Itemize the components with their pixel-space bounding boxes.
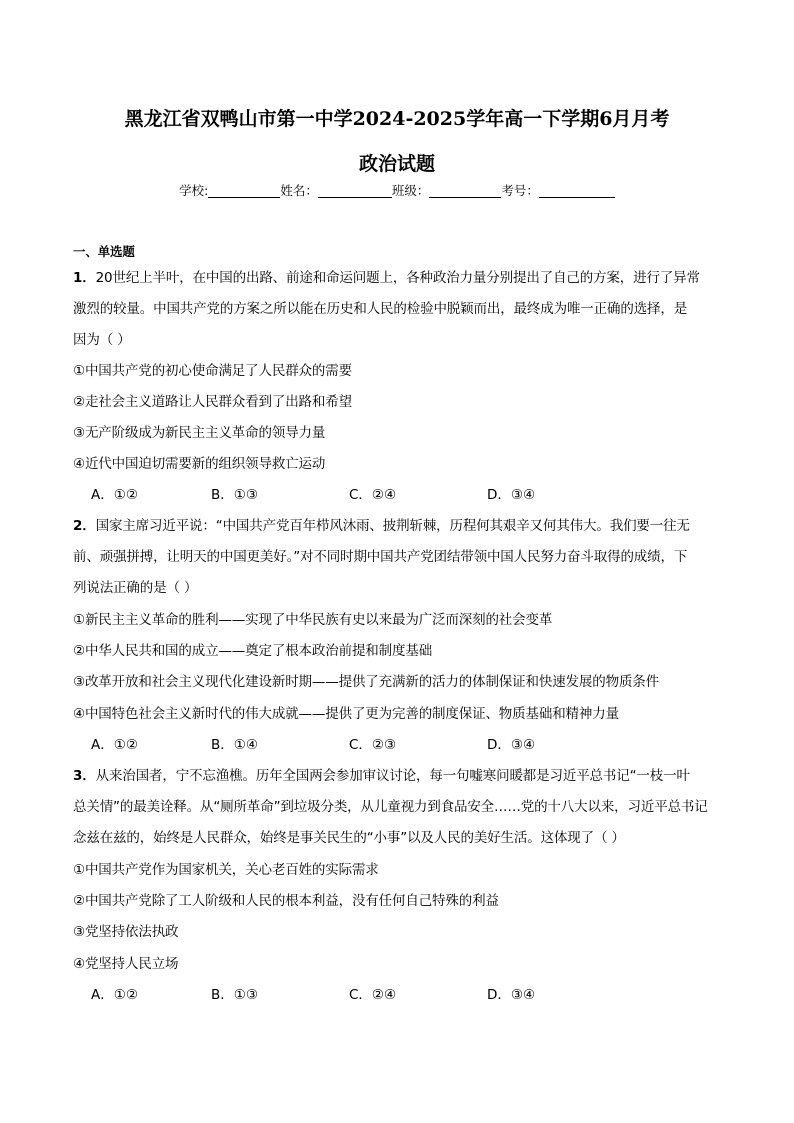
- statement-item: ④近代中国迫切需要新的组织领导救亡运动: [73, 456, 326, 472]
- answer-option-a[interactable]: A．①②: [91, 487, 138, 503]
- answer-option-c[interactable]: C．②④: [349, 987, 397, 1003]
- answer-option-b[interactable]: B．①④: [211, 737, 258, 753]
- question-stem-line: 2．国家主席习近平说：“中国共产党百年栉风沐雨、披荆斩棘，历程何其艰辛又何其伟大。我们要一往无: [73, 518, 690, 534]
- statement-item: ②走社会主义道路让人民群众看到了出路和希望: [73, 394, 352, 410]
- student-info-row: [0, 181, 794, 199]
- name-label: 姓名：: [280, 183, 318, 198]
- answer-option-c[interactable]: C．②④: [349, 487, 397, 503]
- statement-item: ①中国共产党的初心使命满足了人民群众的需要: [73, 363, 352, 379]
- exam-title: 黑龙江省双鸭山市第一中学2024-2025学年高一下学期6月月考: [124, 108, 670, 130]
- statement-item: ②中国共产党除了工人阶级和人民的根本利益，没有任何自己特殊的利益: [73, 893, 499, 909]
- statement-item: ③党坚持依法执政: [73, 924, 179, 940]
- statement-item: ①新民主主义革命的胜利——实现了中华民族有史以来最为广泛而深刻的社会变革: [73, 612, 553, 628]
- school-label: 学校:: [179, 183, 209, 198]
- school-blank[interactable]: [208, 183, 280, 198]
- question-stem-line: 因为（ ）: [73, 332, 131, 348]
- question-stem-line: 列说法正确的是（ ）: [73, 580, 198, 596]
- answer-option-a[interactable]: A．①②: [91, 987, 138, 1003]
- answer-option-d[interactable]: D．③④: [487, 487, 536, 503]
- question-stem-line: 激烈的较量。中国共产党的方案之所以能在历史和人民的检验中脱颖而出，最终成为唯一正确的选择，是: [73, 301, 688, 317]
- id-blank[interactable]: [539, 183, 615, 198]
- question-number: 2．: [73, 518, 96, 534]
- section-title: 一、单选题: [73, 244, 135, 259]
- class-blank[interactable]: [429, 183, 501, 198]
- question-number: 3．: [73, 768, 96, 784]
- answer-option-a[interactable]: A．①②: [91, 737, 138, 753]
- question-stem-line: 3．从来治国者，宁不忘渔樵。历年全国两会参加审议讨论，每一句嘘寒问暖都是习近平总书记“一枝一叶: [73, 768, 690, 784]
- exam-subject-title: 政治试题: [358, 153, 435, 175]
- answer-option-d[interactable]: D．③④: [487, 737, 536, 753]
- statement-item: ④中国特色社会主义新时代的伟大成就——提供了更为完善的制度保证、物质基础和精神力量: [73, 706, 619, 722]
- class-label: 班级：: [391, 183, 430, 198]
- answer-option-d[interactable]: D．③④: [487, 987, 536, 1003]
- name-blank[interactable]: [318, 183, 392, 198]
- question-stem-line: 1．20世纪上半叶，在中国的出路、前途和命运问题上，各种政治力量分别提出了自己的方案，进行了异常: [73, 270, 700, 286]
- question-number: 1．: [73, 270, 96, 286]
- statement-item: ①中国共产党作为国家机关，关心老百姓的实际需求: [73, 862, 379, 878]
- question-stem-line: 念兹在兹的，始终是人民群众，始终是事关民生的“小事”以及人民的美好生活。这体现了（ ）: [73, 830, 625, 846]
- question-stem-line: 前、顽强拼搏，让明天的中国更美好。”对不同时期中国共产党团结带领中国人民努力奋斗取得的成绩，下: [73, 549, 688, 565]
- id-label: 考号：: [501, 183, 539, 198]
- statement-item: ②中华人民共和国的成立——奠定了根本政治前提和制度基础: [73, 643, 433, 659]
- statement-item: ④党坚持人民立场: [73, 956, 179, 972]
- statement-item: ③无产阶级成为新民主主义革命的领导力量: [73, 425, 326, 441]
- answer-option-c[interactable]: C．②③: [349, 737, 397, 753]
- statement-item: ③改革开放和社会主义现代化建设新时期——提供了充满新的活力的体制保证和快速发展的物质条件: [73, 674, 660, 690]
- answer-option-b[interactable]: B．①③: [211, 987, 258, 1003]
- answer-option-b[interactable]: B．①③: [211, 487, 258, 503]
- question-stem-line: 总关情”的最美诠释。从“厕所革命”到垃圾分类，从儿童视力到食品安全……党的十八大以来，习近平总书记: [73, 799, 708, 815]
